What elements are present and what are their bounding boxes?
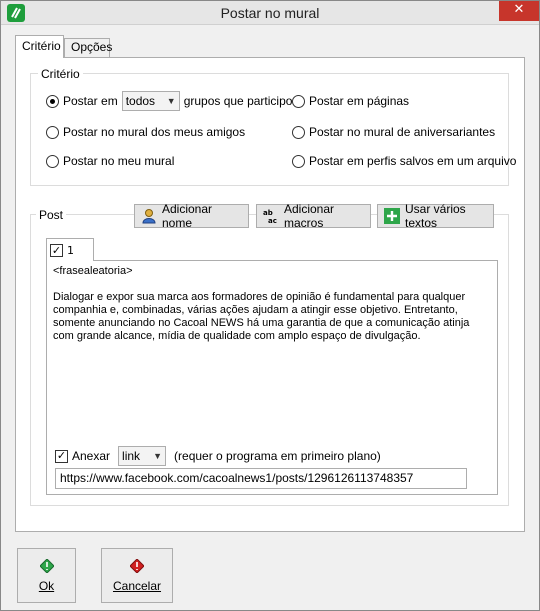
attach-label: Anexar bbox=[72, 449, 111, 463]
use-multiple-texts-button[interactable]: Usar vários textos bbox=[377, 204, 494, 228]
groups-select[interactable]: todos ▼ bbox=[122, 91, 180, 111]
ok-diamond-icon bbox=[40, 559, 54, 573]
radio-mural-amigos[interactable] bbox=[46, 124, 245, 140]
cancel-button[interactable]: Cancelar bbox=[101, 548, 173, 603]
chevron-down-icon: ▼ bbox=[166, 96, 176, 106]
post-legend: Post bbox=[36, 208, 66, 222]
close-icon: ✕ bbox=[513, 2, 525, 17]
radio-label: Postar no mural dos meus amigos bbox=[63, 125, 246, 139]
post-tab-checkbox[interactable]: ✓ bbox=[51, 243, 62, 257]
post-tab-1[interactable]: ✓ 1 bbox=[46, 238, 94, 261]
radio-button[interactable] bbox=[292, 126, 305, 139]
radio-button[interactable] bbox=[46, 155, 59, 168]
attach-type-select[interactable]: link ▼ bbox=[118, 446, 166, 466]
text-macro-icon bbox=[263, 208, 279, 224]
radio-meu-mural[interactable] bbox=[46, 153, 174, 169]
attach-row bbox=[55, 445, 381, 467]
attach-note: (requer o programa em primeiro plano) bbox=[174, 449, 381, 463]
ok-button[interactable]: Ok bbox=[17, 548, 76, 603]
groups-suffix: grupos que participo bbox=[183, 94, 293, 108]
plus-icon bbox=[384, 208, 400, 224]
svg-text:ab: ab bbox=[263, 209, 273, 217]
cancel-diamond-icon bbox=[130, 559, 144, 573]
radio-perfis-arquivo[interactable] bbox=[292, 153, 516, 169]
attach-checkbox[interactable]: ✓ bbox=[56, 449, 67, 462]
window-title: Postar no mural bbox=[220, 5, 320, 21]
radio-button[interactable] bbox=[46, 95, 59, 108]
radio-paginas[interactable] bbox=[292, 93, 409, 109]
close-button[interactable] bbox=[499, 1, 539, 21]
chevron-down-icon: ▼ bbox=[153, 451, 163, 461]
post-editor-panel bbox=[46, 260, 498, 495]
radio-label: Postar no mural de aniversariantes bbox=[309, 125, 496, 139]
criteria-legend: Critério bbox=[38, 67, 83, 81]
radio-label: Postar em páginas bbox=[309, 94, 410, 108]
radio-label: Postar em perfis salvos em um arquivo bbox=[309, 154, 517, 168]
radio-postar-em[interactable] bbox=[46, 93, 292, 109]
add-name-button[interactable]: Adicionar nome bbox=[134, 204, 249, 228]
radio-label: Postar em bbox=[63, 94, 118, 108]
radio-button[interactable] bbox=[292, 155, 305, 168]
radio-button[interactable] bbox=[46, 126, 59, 139]
add-macros-button[interactable]: ab ac Adicionar macros bbox=[256, 204, 371, 228]
post-text-area[interactable]: <frasealeatoria> Dialogar e expor sua marca aos formadores de opinião é fundamental para qualquer companhia e, combinadas, várias ações ajudam a atingir esse objetivo. Entretanto, somente anunciando no Cacoal NEWS há uma garantia de que a comunicação atinja com grande alcance, mídia de qualidade com amplo espaço de divulgação. bbox=[53, 265, 470, 342]
radio-label: Postar no meu mural bbox=[63, 154, 175, 168]
radio-aniversariantes[interactable] bbox=[292, 124, 495, 140]
url-input[interactable]: https://www.facebook.com/cacoalnews1/posts/1296126113748357 bbox=[55, 468, 467, 489]
tab-opcoes[interactable]: Opções bbox=[64, 38, 110, 57]
svg-text:ac: ac bbox=[268, 217, 277, 224]
person-icon bbox=[141, 208, 157, 224]
radio-button[interactable] bbox=[292, 95, 305, 108]
title-bar bbox=[1, 1, 539, 25]
tab-criterio[interactable]: Critério bbox=[15, 35, 64, 58]
